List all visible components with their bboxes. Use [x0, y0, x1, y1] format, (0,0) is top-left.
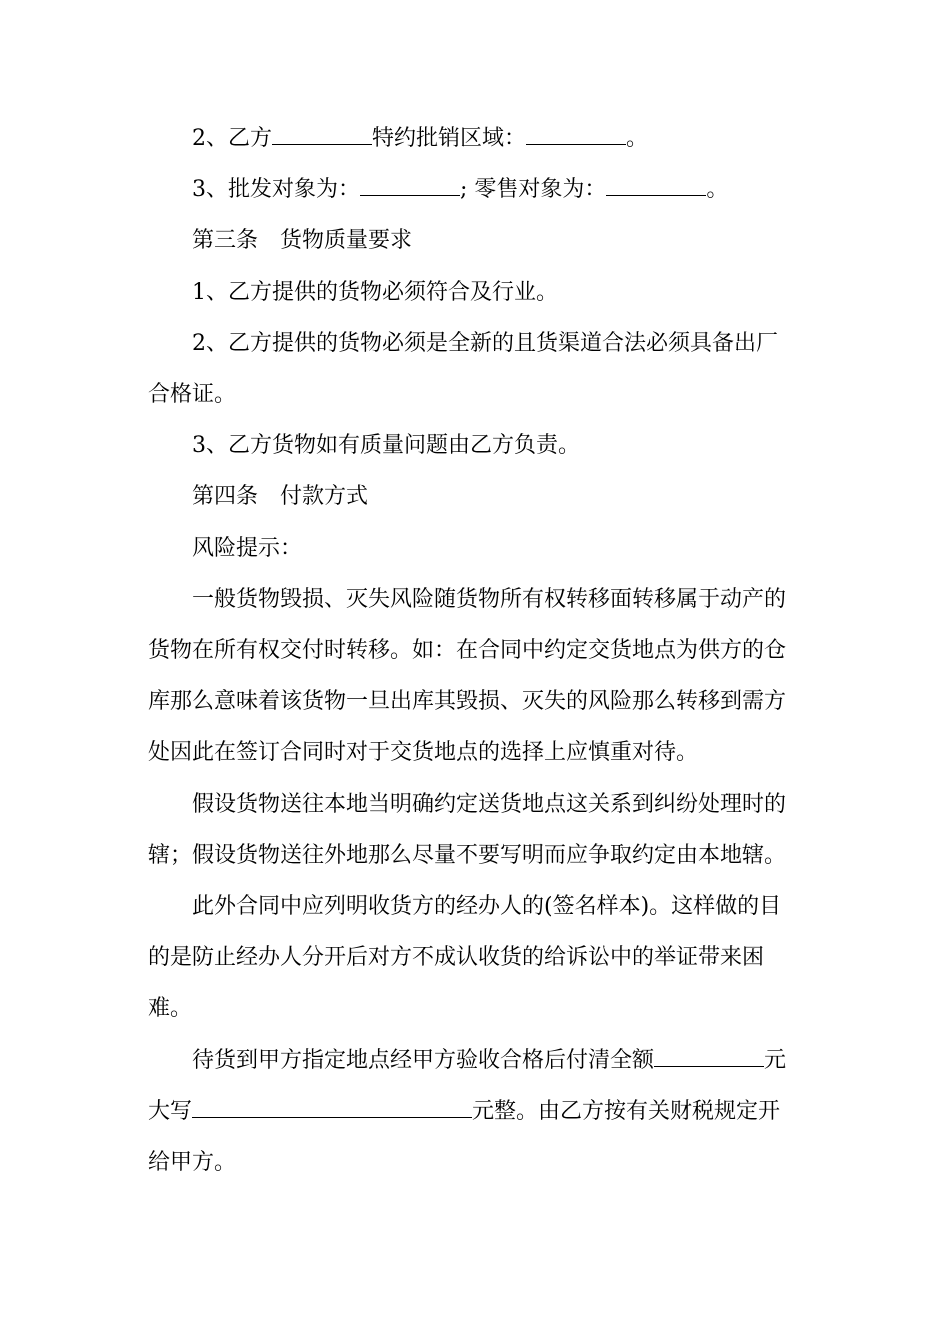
clause-3-line	[192, 175, 728, 205]
risk-label: 风险提示：	[192, 536, 303, 561]
article-3-item-3: 3、乙方货物如有质量问题由乙方负责。	[192, 433, 580, 458]
clause-2-line	[192, 124, 648, 154]
uppercase-amount-blank	[192, 1097, 472, 1118]
paragraph-2-line-2: 辖；假设货物送往外地那么尽量不要写明而应争取约定由本地辖。	[148, 843, 787, 868]
paragraph-1-line-3: 库那么意味着该货物一旦出库其毁损、灭失的风险那么转移到需方	[148, 689, 787, 714]
paragraph-2-line-1: 假设货物送往本地当明确约定送货地点这关系到纠纷处理时的	[192, 792, 787, 817]
uppercase-label: 大写	[148, 1099, 193, 1124]
clause-2-region-label: 特约批销区域：	[372, 126, 527, 151]
blank-field	[272, 124, 372, 145]
punctuation: 。	[706, 177, 729, 202]
currency-unit: 元	[764, 1048, 787, 1073]
blank-field	[526, 124, 626, 145]
punctuation: 。	[626, 126, 649, 151]
payment-line-1	[192, 1046, 786, 1076]
paragraph-3-line-2: 的是防止经办人分开后对方不成认收货的给诉讼中的举证带来困	[148, 945, 765, 970]
paragraph-1-line-1: 一般货物毁损、灭失风险随货物所有权转移面转移属于动产的	[192, 587, 787, 612]
wholesale-label: 3、批发对象为：	[192, 177, 360, 202]
retail-label: ; 零售对象为：	[460, 177, 607, 202]
article-3-heading: 第三条 货物质量要求	[192, 228, 413, 253]
amount-blank	[654, 1046, 764, 1067]
blank-field	[606, 175, 706, 196]
payment-line-2	[148, 1097, 780, 1127]
payment-text: 待货到甲方指定地点经甲方验收合格后付清全额	[192, 1048, 655, 1073]
article-3-item-2-line-2: 合格证。	[148, 382, 237, 407]
blank-field	[360, 175, 460, 196]
paragraph-1-line-2: 货物在所有权交付时转移。如：在合同中约定交货地点为供方的仓	[148, 638, 787, 663]
payment-line-3: 给甲方。	[148, 1150, 237, 1175]
article-3-item-1: 1、乙方提供的货物必须符合及行业。	[192, 280, 558, 305]
paragraph-3-line-1: 此外合同中应列明收货方的经办人的(签名样本)。这样做的目	[192, 894, 782, 919]
paragraph-3-line-3: 难。	[148, 996, 193, 1021]
article-3-item-2-line-1: 2、乙方提供的货物必须是全新的且货渠道合法必须具备出厂	[192, 331, 778, 356]
payment-text-2: 元整。由乙方按有关财税规定开	[472, 1099, 781, 1124]
article-4-heading: 第四条 付款方式	[192, 484, 369, 509]
paragraph-1-line-4: 处因此在签订合同时对于交货地点的选择上应慎重对待。	[148, 740, 699, 765]
clause-2-prefix: 2、乙方	[192, 126, 272, 151]
